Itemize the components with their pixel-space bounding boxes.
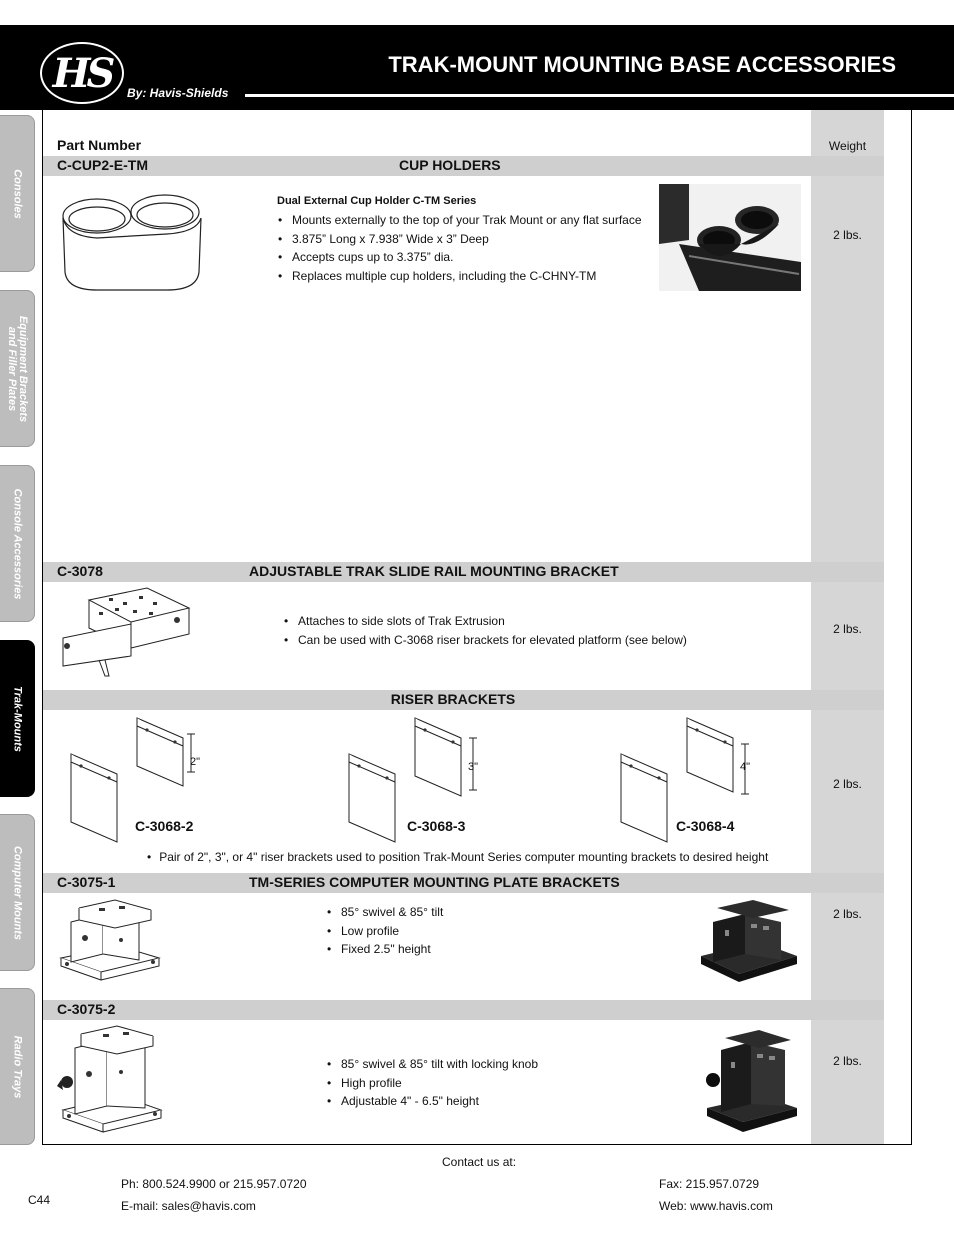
weight-value: 2 lbs. — [833, 907, 862, 921]
weight-value: 2 lbs. — [833, 228, 862, 242]
section-band-riser-brackets — [43, 690, 884, 710]
feature-item: • Mounts externally to the top of your Trak Mount or any flat surface — [277, 211, 642, 230]
feature-item: • Can be used with C-3068 riser brackets for elevated platform (see below) — [283, 631, 687, 650]
product-name: Dual External Cup Holder C-TM Series — [277, 195, 477, 207]
part-number: C-3075-2 — [57, 1001, 116, 1017]
tm-bracket-low-drawing — [59, 898, 165, 988]
weight-value: 2 lbs. — [833, 622, 862, 636]
tab-console-accessories[interactable] — [0, 465, 35, 622]
tm-bracket-high-features — [326, 1055, 538, 1111]
section-band-slide-rail — [43, 562, 884, 582]
header-rule — [245, 94, 954, 97]
riser-part-number: C-3068-3 — [407, 818, 466, 834]
cup-holder-drawing — [57, 186, 207, 296]
feature-item: • 85° swivel & 85° tilt with locking knob — [326, 1055, 538, 1074]
tm-bracket-high-photo — [703, 1030, 799, 1138]
page-header — [0, 25, 954, 110]
weight-header: Weight — [828, 139, 867, 153]
feature-item: • Low profile — [326, 922, 443, 941]
riser-height-label: 4" — [740, 761, 751, 773]
page-title: TRAK-MOUNT MOUNTING BASE ACCESSORIES — [388, 52, 896, 77]
tab-consoles-label: Consoles — [11, 168, 24, 219]
tab-equipment-brackets-label: Equipment Brackets and Filler Plates — [6, 315, 29, 422]
tm-bracket-high-drawing — [59, 1024, 169, 1138]
feature-item: • Replaces multiple cup holders, including the C-CHNY-TM — [277, 267, 642, 286]
tm-bracket-low-photo — [699, 900, 799, 996]
feature-item: • Adjustable 4" - 6.5" height — [326, 1092, 538, 1111]
feature-item: • Fixed 2.5" height — [326, 940, 443, 959]
weight-value: 2 lbs. — [833, 1054, 862, 1068]
slide-rail-features — [283, 612, 687, 649]
tm-bracket-low-features — [326, 903, 443, 959]
section-title: CUP HOLDERS — [399, 157, 501, 173]
cup-holder-features — [277, 211, 642, 285]
section-band-cup-holders — [43, 156, 884, 176]
section-title: ADJUSTABLE TRAK SLIDE RAIL MOUNTING BRACKET — [249, 563, 619, 579]
feature-item: • 85° swivel & 85° tilt — [326, 903, 443, 922]
weight-value: 2 lbs. — [833, 777, 862, 791]
tab-computer-mounts-label: Computer Mounts — [11, 845, 24, 940]
footer-email[interactable]: E-mail: sales@havis.com — [121, 1199, 256, 1213]
riser-part-number: C-3068-4 — [676, 818, 735, 834]
footer-web[interactable]: Web: www.havis.com — [659, 1199, 773, 1213]
section-title: TM-SERIES COMPUTER MOUNTING PLATE BRACKETS — [249, 874, 620, 890]
feature-item: • 3.875” Long x 7.938” Wide x 3” Deep — [277, 230, 642, 249]
feature-item: • Attaches to side slots of Trak Extrusion — [283, 612, 687, 631]
tab-radio-trays-label: Radio Trays — [11, 1035, 24, 1098]
tab-consoles[interactable] — [0, 115, 35, 272]
tab-radio-trays[interactable] — [0, 988, 35, 1145]
havis-shields-logo — [40, 42, 124, 104]
product-table — [42, 110, 912, 1145]
tab-trak-mounts[interactable] — [0, 640, 35, 797]
feature-item: • High profile — [326, 1074, 538, 1093]
part-number: C-3075-1 — [57, 874, 116, 890]
section-title: RISER BRACKETS — [390, 691, 516, 707]
part-number: C-3078 — [57, 563, 103, 579]
riser-height-label: 2" — [190, 756, 201, 768]
cup-holder-photo — [659, 184, 801, 291]
page-number: C44 — [28, 1193, 51, 1207]
tab-trak-mounts-label: Trak-Mounts — [11, 685, 24, 752]
footer-fax: Fax: 215.957.0729 — [659, 1177, 760, 1191]
tab-console-accessories-label: Console Accessories — [11, 488, 24, 599]
riser-note: • Pair of 2", 3", or 4" riser brackets used to position Trak-Mount Series computer mounting brackets to desired height — [147, 850, 768, 864]
tab-equipment-brackets[interactable] — [0, 290, 35, 447]
section-band-tm-series — [43, 873, 884, 893]
contact-heading: Contact us at: — [442, 1155, 517, 1169]
riser-part-number: C-3068-2 — [135, 818, 194, 834]
part-number: C-CUP2-E-TM — [57, 157, 148, 173]
section-band-tm-series-high — [43, 1000, 884, 1020]
tab-computer-mounts[interactable] — [0, 814, 35, 971]
part-number-header: Part Number — [57, 137, 142, 153]
feature-item: • Accepts cups up to 3.375” dia. — [277, 248, 642, 267]
footer-phone: Ph: 800.524.9900 or 215.957.0720 — [121, 1177, 307, 1191]
logo-text: HS — [52, 50, 112, 97]
slide-rail-bracket-drawing — [59, 586, 193, 678]
riser-height-label: 3" — [468, 761, 479, 773]
byline: By: Havis-Shields — [127, 86, 229, 100]
